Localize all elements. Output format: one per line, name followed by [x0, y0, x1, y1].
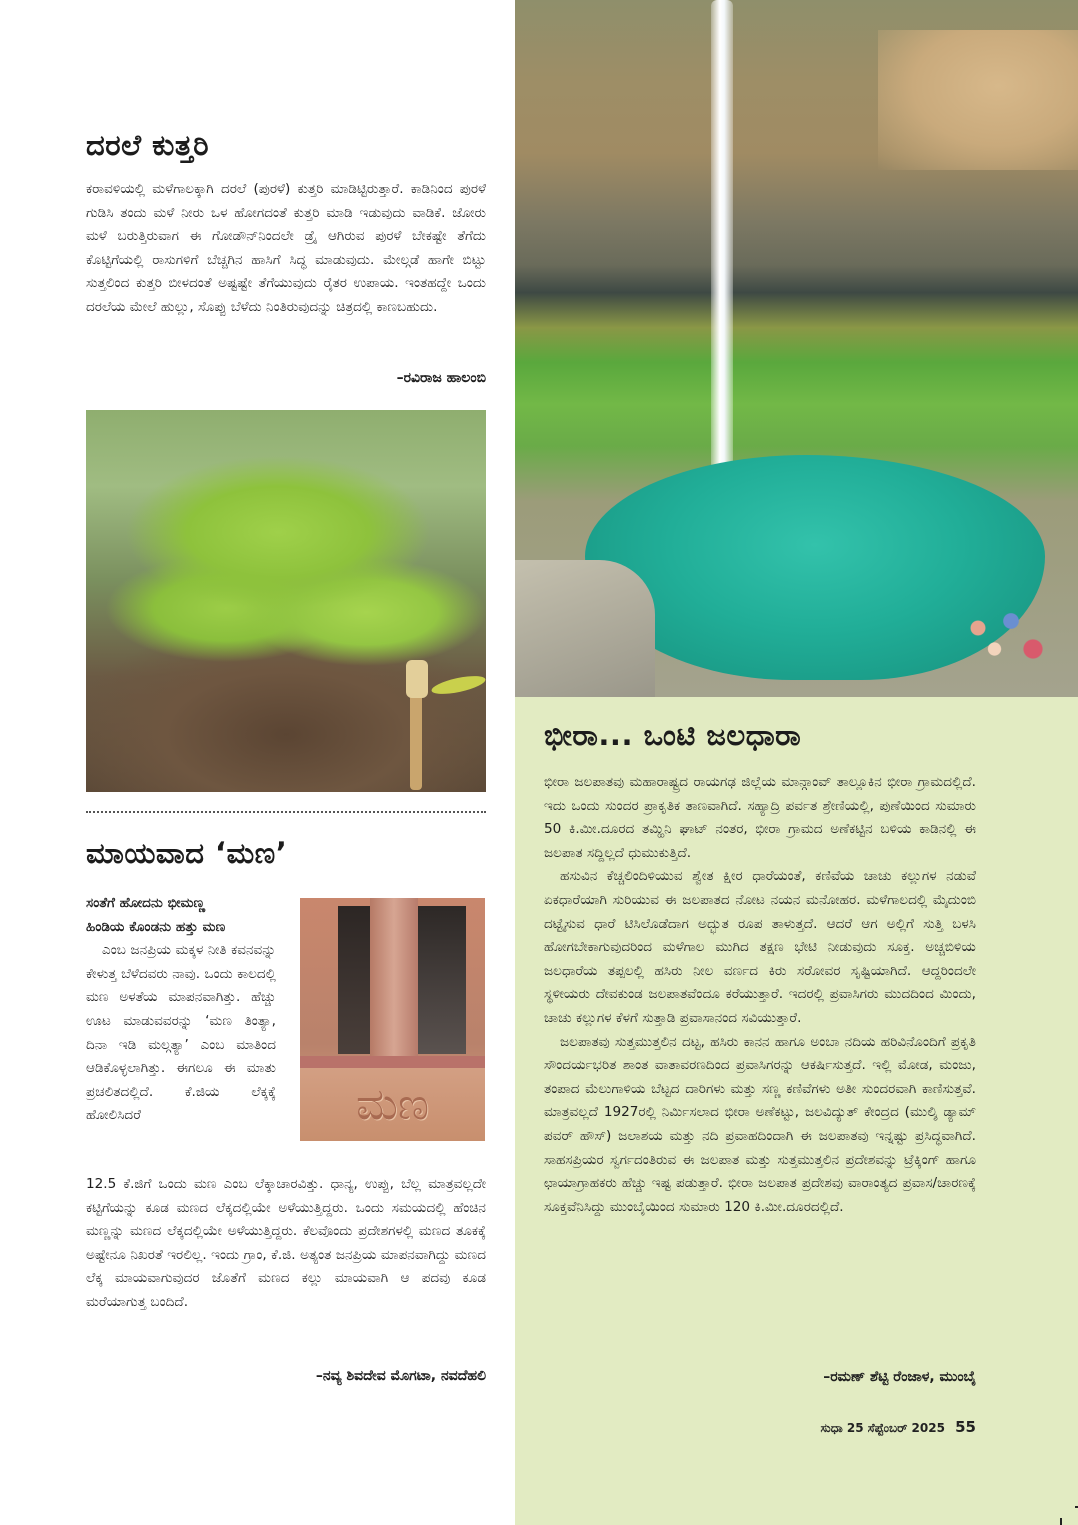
tourists — [945, 600, 1055, 670]
crop-mark — [1060, 1518, 1062, 1525]
paragraph: ಹಸುವಿನ ಕೆಚ್ಚಲಿಂದಿಳಿಯುವ ಶ್ವೇತ ಕ್ಷೀರ ಧಾರೆಯಂತೆ, ಕಣಿವೆಯ ಚಾಚು ಕಲ್ಲುಗಳ ನಡುವೆ ಏಕಧಾರೆಯಾಗಿ ಸುರಿಯುವ ಈ ಜಲಪಾತದ ನೋಟ ನಯನ ಮನೋಹರ. ಮಳೆಗಾಲದಲ್ಲಿ ಮೈದುಂಬಿ ದಟ್ಟೈಸುವ ಧಾರೆ ಟಿಸಿಲೊಡೆದಾಗ ಅದ್ಭುತ ರೂಪ ತಾಳುತ್ತದೆ. ಆದರೆ ಆಗ ಅಲ್ಲಿಗೆ ಸುತ್ತಿ ಬಳಸಿ ಹೋಗಬೇಕಾಗುವುದರಿಂದ ಮಳೆಗಾಲ ಮುಗಿದ ತಕ್ಷಣ ಭೇಟಿ ನೀಡುವುದು ಸೂಕ್ತ. ಅಚ್ಚಬಿಳಿಯ ಜಲಧಾರೆಯ ತಪ್ಪಲಲ್ಲಿ ಹಸಿರು ನೀಲ ವರ್ಣದ ಕಿರು ಸರೋವರ ಸೃಷ್ಟಿಯಾಗಿದೆ. ಆದ್ದರಿಂದಲೇ ಸ್ಥಳೀಯರು ದೇವಕುಂಡ ಜಲಪಾತವೆಂದೂ ಕರೆಯುತ್ತಾರೆ. ಇದರಲ್ಲಿ ಪ್ರವಾಸಿಗರು ಮುದದಿಂದ ಮಿಂದು, ಚಾಚು ಕಲ್ಲುಗಳ ಕೆಳಗೆ ಸುತ್ತಾಡಿ ಪ್ರವಾಸಾನಂದ ಸವಿಯುತ್ತಾರೆ. — [544, 868, 977, 1026]
bhira-waterfall-photo — [515, 0, 1078, 697]
byline-thatch: –ರವಿರಾಜ ಹಾಲಂಬಿ — [396, 370, 486, 386]
article-title-bhira: ಭೀರಾ... ಒಂಟಿ ಜಲಧಾರಾ — [544, 718, 802, 752]
cliff-face — [878, 30, 1078, 170]
weight-engraving: ಮಣ — [300, 1068, 485, 1141]
weight-bar — [370, 898, 418, 1058]
article-title-thatch: ದರಲೆ ಕುತ್ತರಿ — [86, 128, 210, 162]
verse-line: ಹಿಂಡಿಯ ಕೊಂಡನು ಹತ್ತು ಮಣ — [86, 918, 226, 935]
waterfall-stream — [711, 0, 733, 470]
verse-line: ಸಂತೆಗೆ ಹೋದನು ಭೀಮಣ್ಣ — [86, 895, 206, 911]
article-body-bhira — [544, 771, 976, 1219]
weight-slot — [418, 906, 466, 1054]
paragraph: ಕರಾವಳಿಯಲ್ಲಿ ಮಳೆಗಾಲಕ್ಕಾಗಿ ದರಲೆ (ಪುರಳೆ) ಕುತ್ತರಿ ಮಾಡಿಟ್ಟಿರುತ್ತಾರೆ. ಕಾಡಿನಿಂದ ಪುರಳೆ ಗುಡಿಸಿ ತಂದು ಮಳೆ ನೀರು ಒಳ ಹೋಗದಂತೆ ಕುತ್ತರಿ ಮಾಡಿ ಇಡುವುದು ವಾಡಿಕೆ. ಜೋರು ಮಳೆ ಬರುತ್ತಿರುವಾಗ ಈ ಗೋಡೌನ್‌ನಿಂದಲೇ ಡ್ರೈ ಆಗಿರುವ ಪುರಳೆ ಬೇಕಷ್ಟೇ ತೆಗೆದು ಕೊಟ್ಟಿಗೆಯಲ್ಲಿ ರಾಸುಗಳಿಗೆ ಬೆಚ್ಚಗಿನ ಹಾಸಿಗೆ ಸಿದ್ಧ ಮಾಡುವುದು. ಮೇಲ್ಗಡೆ ಹಾಗೇ ಬಿಟ್ಟು ಸುತ್ತಲಿಂದ ಕುತ್ತರಿ ಬೀಳದಂತೆ ಅಷ್ಟಷ್ಟೇ ತೆಗೆಯುವುದು ರೈತರ ಉಪಾಯ. ಇಂತಹದ್ದೇ ಒಂದು ದರಲೆಯ ಮೇಲೆ ಹುಲ್ಲು, ಸೊಪ್ಪು ಬೆಳೆದು ನಿಂತಿರುವುದನ್ನು ಚಿತ್ರದಲ್ಲಿ ಕಾಣಬಹುದು. — [86, 181, 486, 315]
article-title-mana: ಮಾಯವಾದ ‘ಮಣ’ — [86, 836, 288, 870]
leaf — [430, 672, 486, 697]
paragraph: ಎಂಬ ಜನಪ್ರಿಯ ಮಕ್ಕಳ ನೀತಿ ಕವನವನ್ನು ಕೇಳುತ್ತ ಬೆಳೆದವರು ನಾವು. ಒಂದು ಕಾಲದಲ್ಲಿ ಮಣ ಅಳತೆಯ ಮಾಪನವಾಗಿತ್ತು. ಹೆಚ್ಚು ಊಟ ಮಾಡುವವರನ್ನು ‘ಮಣ ತಿಂತ್ಯಾ, ದಿನಾ ಇಡಿ ಮಲ್ಗತ್ಯಾ’ ಎಂಬ ಮಾತಿಂದ ಆಡಿಕೊಳ್ಳಲಾಗಿತ್ತು. ಈಗಲೂ ಈ ಮಾತು ಪ್ರಚಲಿತದಲ್ಲಿದೆ. ಕೆ.ಜಿಯ ಲೆಕ್ಕಕ್ಕೆ ಹೋಲಿಸಿದರೆ — [86, 942, 276, 1124]
byline-bhira: –ರಮಣ್ ಶೆಟ್ಟಿ ರೆಂಜಾಳ, ಮುಂಬೈ — [823, 1369, 976, 1385]
page-folio — [790, 1418, 976, 1436]
paragraph: ಭೀರಾ ಜಲಪಾತವು ಮಹಾರಾಷ್ಟ್ರದ ರಾಯಗಢ ಜಿಲ್ಲೆಯ ಮಾನ್ಗಾಂವ್ ತಾಲ್ಲೂಕಿನ ಭೀರಾ ಗ್ರಾಮದಲ್ಲಿದೆ. ಇದು ಒಂದು ಸುಂದರ ಪ್ರಾಕೃತಿಕ ತಾಣವಾಗಿದೆ. ಸಹ್ಯಾದ್ರಿ ಪರ್ವತ ಶ್ರೇಣಿಯಲ್ಲಿ, ಪುಣೆಯಿಂದ ಸುಮಾರು 50 ಕಿ.ಮೀ.ದೂರದ ತಮ್ಹಿನಿ ಘಾಟ್ ನಂತರ, ಭೀರಾ ಗ್ರಾಮದ ಅಣೆಕಟ್ಟಿನ ಬಳಿಯ ಕಾಡಿನಲ್ಲಿ ಈ ಜಲಪಾತ ಸದ್ದಿಲ್ಲದೆ ಧುಮುಕುತ್ತಿದೆ. — [544, 774, 976, 861]
issue-date: 25 ಸೆಪ್ಟೆಂಬರ್ 2025 — [846, 1421, 945, 1435]
mana-weight-photo — [300, 898, 485, 1141]
article-body-thatch — [86, 178, 486, 320]
page-number: 55 — [955, 1418, 976, 1436]
dotted-divider — [86, 811, 486, 813]
article-body-mana-narrow — [86, 892, 276, 1128]
thatch-heap-photo — [86, 410, 486, 792]
weight-frame — [300, 1056, 485, 1068]
rock-ledge — [515, 560, 655, 697]
paragraph: 12.5 ಕೆ.ಜಿಗೆ ಒಂದು ಮಣ ಎಂಬ ಲೆಕ್ಕಾಚಾರವಿತ್ತು. ಧಾನ್ಯ, ಉಪ್ಪು, ಬೆಲ್ಲ ಮಾತ್ರವಲ್ಲದೇ ಕಟ್ಟಿಗೆಯನ್ನು ಕೂಡ ಮಣದ ಲೆಕ್ಕದಲ್ಲಿಯೇ ಅಳೆಯುತ್ತಿದ್ದರು. ಒಂದು ಸಮಯದಲ್ಲಿ ಹೆಂಚಿನ ಮಣ್ಣನ್ನು ಮಣದ ಲೆಕ್ಕದಲ್ಲಿಯೇ ಅಳೆಯುತ್ತಿದ್ದರು. ಕೆಲವೊಂದು ಪ್ರದೇಶಗಳಲ್ಲಿ ಮಣದ ತೂಕಕ್ಕೆ ಅಷ್ಟೇನೂ ನಿಖರತೆ ಇರಲಿಲ್ಲ. ಇಂದು ಗ್ರಾಂ, ಕೆ.ಜಿ. ಅತ್ಯಂತ ಜನಪ್ರಿಯ ಮಾಪನವಾಗಿದ್ದು ಮಣದ ಲೆಕ್ಕ ಮಾಯವಾಗುವುದರ ಜೊತೆಗೆ ಮಣದ ಕಲ್ಲು ಮಾಯವಾಗಿ ಆ ಪದವು ಕೂಡ ಮರೆಯಾಗುತ್ತ ಬಂದಿದೆ. — [86, 1176, 486, 1310]
magazine-name: ಸುಧಾ — [820, 1421, 843, 1435]
bamboo-stick-top — [406, 660, 428, 698]
article-body-mana-wide — [86, 1173, 486, 1315]
paragraph: ಜಲಪಾತವು ಸುತ್ತಮುತ್ತಲಿನ ದಟ್ಟ, ಹಸಿರು ಕಾನನ ಹಾಗೂ ಅಂಬಾ ನದಿಯ ಹರಿವಿನೊಂದಿಗೆ ಪ್ರಕೃತಿ ಸೌಂದರ್ಯಭರಿತ ಶಾಂತ ವಾತಾವರಣದಿಂದ ಪ್ರವಾಸಿಗರನ್ನು ಆಕರ್ಷಿಸುತ್ತದೆ. ಇಲ್ಲಿ ಮೋಡ, ಮಂಜು, ತಂಪಾದ ಮೆಲುಗಾಳಿಯ ಬೆಟ್ಟದ ದಾರಿಗಳು ಮತ್ತು ಸಣ್ಣ ಕಣಿವೆಗಳು ಅತೀ ಸುಂದರವಾಗಿ ಕಾಣಿಸುತ್ತವೆ. ಮಾತ್ರವಲ್ಲದೆ 1927ರಲ್ಲಿ ನಿರ್ಮಿಸಲಾದ ಭೀರಾ ಅಣೆಕಟ್ಟು, ಜಲವಿದ್ಯುತ್ ಕೇಂದ್ರದ (ಮುಲ್ಶಿ ಡ್ಯಾಮ್ ಪವರ್ ಹೌಸ್) ಜಲಾಶಯ ಮತ್ತು ನದಿ ಪ್ರವಾಹದಿಂದಾಗಿ ಈ ಜಲಪಾತವು ಇನ್ನಷ್ಟು ಪ್ರಸಿದ್ಧವಾಗಿದೆ. ಸಾಹಸಪ್ರಿಯರ ಸ್ವರ್ಗದಂತಿರುವ ಈ ಜಲಪಾತ ಮತ್ತು ಸುತ್ತಮುತ್ತಲಿನ ಪ್ರದೇಶವನ್ನು ಟ್ರೆಕ್ಕಿಂಗ್ ಹಾಗೂ ಛಾಯಾಗ್ರಾಹಕರು ಹೆಚ್ಚು ಇಷ್ಟ ಪಡುತ್ತಾರೆ. ಭೀರಾ ಜಲಪಾತ ಪ್ರದೇಶವು ವಾರಾಂತ್ಯದ ಪ್ರವಾಸ/ಚಾರಣಕ್ಕೆ ಸೂಕ್ತವೆನಿಸಿದ್ದು ಮುಂಬೈಯಿಂದ ಸುಮಾರು 120 ಕಿ.ಮೀ.ದೂರದಲ್ಲಿದೆ. — [544, 1033, 976, 1215]
byline-mana: –ನವ್ಯ ಶಿವದೇವ ಮೊಗಟಾ, ನವದೆಹಲಿ — [315, 1368, 486, 1384]
